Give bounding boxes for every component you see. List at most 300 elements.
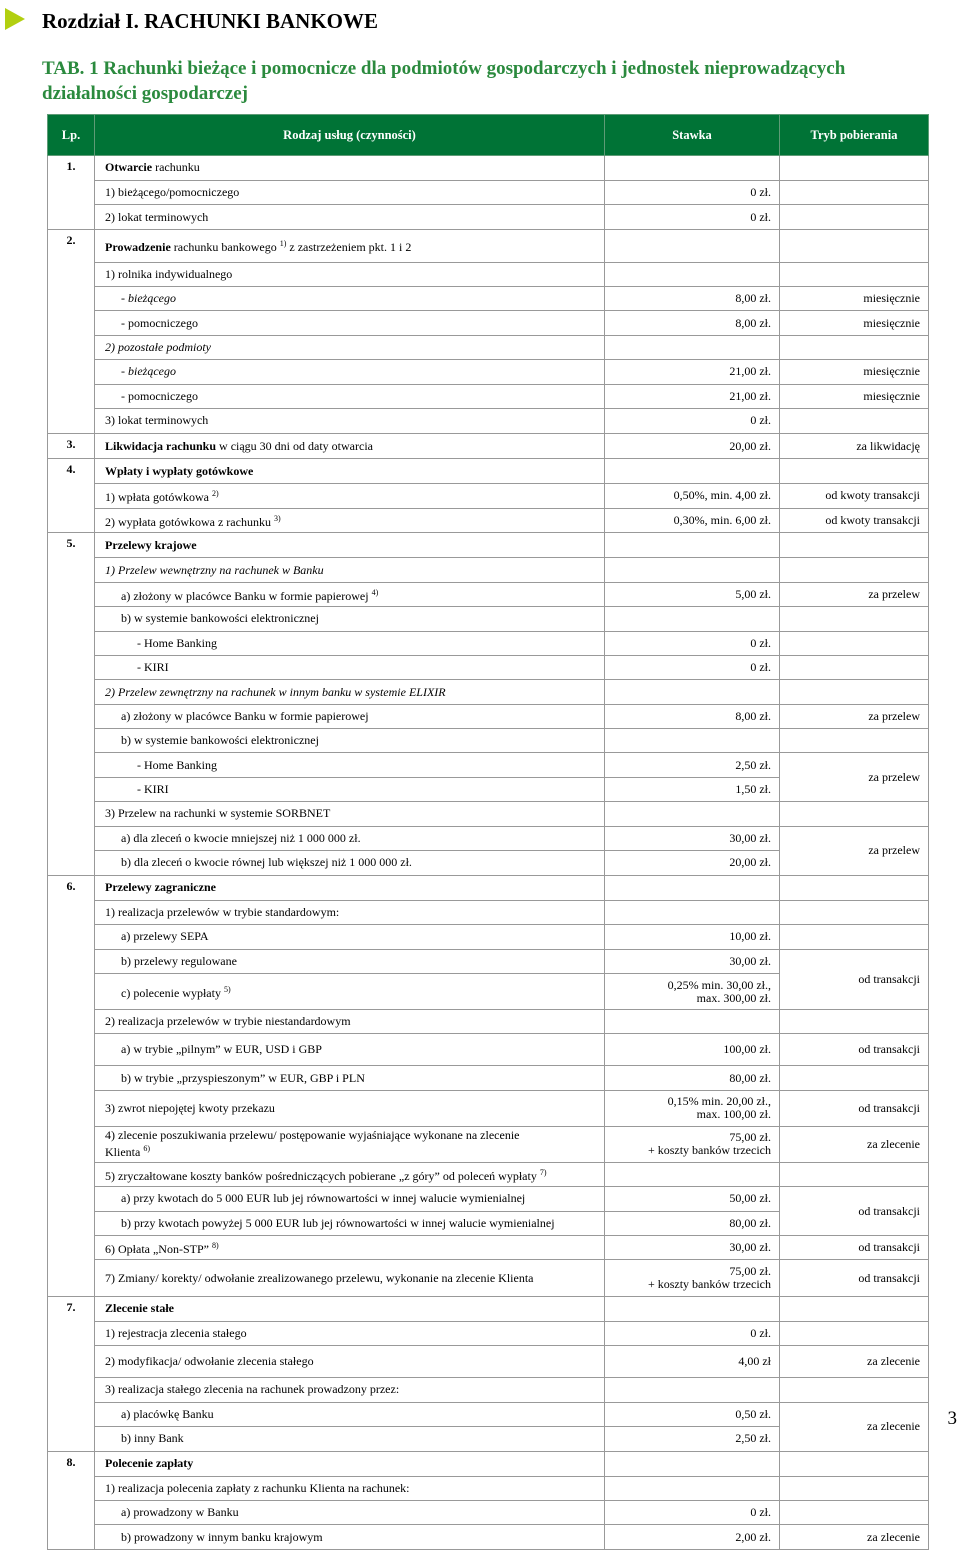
row-number	[48, 729, 95, 753]
rate-cell	[605, 851, 780, 876]
service-text: - bieżącego	[121, 291, 176, 306]
service-heading: Przelewy zagraniczne	[105, 880, 216, 895]
service-text: - Home Banking	[137, 757, 217, 772]
service-description	[95, 1235, 605, 1259]
footnote-ref: 7)	[539, 1167, 547, 1177]
row-number	[48, 558, 95, 582]
billing-mode: za zlecenie	[780, 1402, 929, 1451]
footnote-ref: 6)	[143, 1144, 150, 1154]
rate-value: 4,00 zł	[738, 1354, 771, 1369]
service-text: b) w systemie bankowości elektronicznej	[121, 611, 319, 626]
rate-value: 80,00 zł.	[729, 1070, 771, 1085]
rate-value: 0,25% min. 30,00 zł.,	[667, 977, 771, 992]
service-text: 1) Przelew wewnętrzny na rachunek w Banku	[105, 562, 324, 577]
service-text: 3) Przelew na rachunki w systemie SORBNET	[105, 806, 331, 821]
service-text: b) inny Bank	[121, 1431, 184, 1446]
billing-mode	[780, 205, 929, 230]
service-description	[95, 384, 605, 408]
page-number: 3	[947, 1408, 957, 1429]
row-number: 5.	[48, 533, 95, 558]
rate-cell	[605, 826, 780, 850]
rate-value: 21,00 zł.	[729, 388, 771, 403]
service-heading: Wpłaty i wypłaty gotówkowe	[105, 463, 254, 478]
service-text: 2) pozostałe podmioty	[105, 340, 211, 355]
rate-value: 0 zł.	[750, 209, 771, 224]
rate-cell	[605, 1402, 780, 1426]
service-description	[95, 949, 605, 973]
billing-mode: od transakcji	[780, 1235, 929, 1259]
rate-cell	[605, 335, 780, 359]
service-text: b) dla zleceń o kwocie równej lub większej niż 1 000 000 zł.	[121, 855, 412, 870]
service-description	[95, 729, 605, 753]
table-row	[48, 1321, 929, 1345]
table-row	[48, 1260, 929, 1297]
row-number	[48, 1126, 95, 1162]
service-text: 3) realizacja stałego zlecenia na rachunek prowadzony przez:	[105, 1382, 400, 1397]
rate-value: 20,00 zł.	[729, 855, 771, 870]
rate-value: 100,00 zł.	[723, 1042, 771, 1057]
row-number	[48, 205, 95, 230]
service-text: 2) lokat terminowych	[105, 209, 209, 224]
row-number	[48, 753, 95, 777]
service-description	[95, 1187, 605, 1211]
row-number	[48, 1162, 95, 1186]
table-row	[48, 1010, 929, 1034]
billing-mode	[780, 1476, 929, 1500]
rate-value: 2,50 zł.	[735, 757, 771, 772]
table-caption: TAB. 1 Rachunki bieżące i pomocnicze dla podmiotów gospodarczych i jednostek nieprowadzących działalności gospodarczej	[42, 58, 846, 104]
table-row	[48, 205, 929, 230]
row-number	[48, 409, 95, 434]
rate-cell	[605, 1211, 780, 1235]
service-description	[95, 925, 605, 949]
rate-value-line2: max. 100,00 zł.	[696, 1107, 771, 1122]
service-text: - KIRI	[137, 660, 169, 675]
table-row	[48, 1402, 929, 1426]
billing-mode: za zlecenie	[780, 1126, 929, 1162]
service-text: a) prowadzony w Banku	[121, 1505, 239, 1520]
table-row	[48, 1090, 929, 1126]
service-text: 7) Zmiany/ korekty/ odwołanie zrealizowanego przelewu, wykonanie na zlecenie Klienta	[105, 1270, 534, 1285]
footnote-ref: 1)	[279, 239, 287, 249]
row-number	[48, 631, 95, 655]
row-number	[48, 974, 95, 1010]
row-number	[48, 287, 95, 311]
table-row	[48, 729, 929, 753]
chapter-title: Rozdział I. RACHUNKI BANKOWE	[42, 9, 379, 33]
row-number	[48, 607, 95, 631]
row-number: 8.	[48, 1451, 95, 1476]
service-text: rachunku	[152, 160, 200, 175]
billing-mode: za przelew	[780, 704, 929, 728]
service-text: - Home Banking	[137, 635, 217, 650]
billing-mode	[780, 1066, 929, 1090]
service-description	[95, 704, 605, 728]
rate-cell	[605, 1296, 780, 1321]
row-number	[48, 777, 95, 801]
row-number	[48, 802, 95, 826]
rate-value: 20,00 zł.	[729, 438, 771, 453]
billing-mode	[780, 1451, 929, 1476]
table-row	[48, 1476, 929, 1500]
service-description	[95, 1211, 605, 1235]
rate-cell	[605, 262, 780, 286]
service-text: c) polecenie wypłaty	[121, 986, 224, 1000]
service-text: 1) realizacja polecenia zapłaty z rachunku Klienta na rachunek:	[105, 1480, 410, 1495]
row-number	[48, 384, 95, 408]
service-text: b) przelewy regulowane	[121, 953, 237, 968]
service-heading: Prowadzenie	[105, 240, 171, 255]
table-row	[48, 655, 929, 679]
rate-cell	[605, 1525, 780, 1550]
billing-mode: od transakcji	[780, 1187, 929, 1236]
service-description	[95, 287, 605, 311]
service-description	[95, 655, 605, 679]
table-row	[48, 680, 929, 704]
row-number	[48, 1066, 95, 1090]
rate-cell	[605, 508, 780, 533]
service-text: 4) zlecenie poszukiwania przelewu/ postępowanie wyjaśniające wykonane na zlecenie	[105, 1128, 520, 1143]
service-description	[95, 360, 605, 384]
rate-value-line2: + koszty banków trzecich	[647, 1277, 771, 1292]
row-number	[48, 1321, 95, 1345]
rate-value: 5,00 zł.	[735, 586, 771, 601]
rate-value: 0,50%, min. 4,00 zł.	[673, 488, 771, 503]
service-description	[95, 1451, 605, 1476]
service-description	[95, 1346, 605, 1378]
service-heading: Likwidacja rachunku	[105, 438, 217, 453]
table-row	[48, 384, 929, 408]
service-description	[95, 1162, 605, 1186]
rate-cell	[605, 1066, 780, 1090]
rate-cell	[605, 631, 780, 655]
billing-mode	[780, 533, 929, 558]
service-text: b) w trybie „przyspieszonym” w EUR, GBP i PLN	[121, 1070, 365, 1085]
rate-cell	[605, 180, 780, 204]
row-number: 1.	[48, 156, 95, 181]
table-row	[48, 1126, 929, 1162]
row-number	[48, 311, 95, 335]
table-row	[48, 1162, 929, 1186]
rate-cell	[605, 205, 780, 230]
service-heading: Polecenie zapłaty	[105, 1456, 194, 1471]
billing-mode	[780, 180, 929, 204]
rate-cell	[605, 1235, 780, 1259]
rate-value: 80,00 zł.	[729, 1215, 771, 1230]
billing-mode	[780, 1378, 929, 1402]
rate-cell	[605, 900, 780, 924]
service-text: - pomocniczego	[121, 315, 198, 330]
service-description	[95, 508, 605, 533]
service-description	[95, 433, 605, 458]
service-text: 1) bieżącego/pomocniczego	[105, 185, 240, 200]
billing-mode	[780, 409, 929, 434]
service-description	[95, 1402, 605, 1426]
service-description	[95, 230, 605, 263]
row-number	[48, 1010, 95, 1034]
table-row	[48, 409, 929, 434]
row-number	[48, 1476, 95, 1500]
service-text: 2) realizacja przelewów w trybie niestandardowym	[105, 1014, 351, 1029]
row-number	[48, 335, 95, 359]
table-row	[48, 433, 929, 458]
header-mode: Tryb pobierania	[780, 115, 929, 156]
row-number	[48, 851, 95, 876]
rate-cell	[605, 1501, 780, 1525]
rate-cell	[605, 974, 780, 1010]
footnote-ref: 8)	[211, 1241, 219, 1251]
billing-mode	[780, 262, 929, 286]
service-text: 2) wypłata gotówkowa z rachunku	[105, 515, 274, 530]
row-number	[48, 1426, 95, 1451]
rate-value: 75,00 zł.	[729, 1130, 771, 1145]
billing-mode	[780, 1162, 929, 1186]
row-number	[48, 582, 95, 606]
row-number	[48, 949, 95, 973]
rate-cell	[605, 582, 780, 606]
table-row	[48, 1187, 929, 1211]
rate-cell	[605, 1346, 780, 1378]
rate-cell	[605, 484, 780, 508]
billing-mode: miesięcznie	[780, 287, 929, 311]
billing-mode	[780, 335, 929, 359]
fee-table	[47, 114, 929, 1550]
service-description	[95, 1066, 605, 1090]
row-number: 4.	[48, 459, 95, 484]
rate-cell	[605, 409, 780, 434]
rate-cell	[605, 607, 780, 631]
service-text: 1) realizacja przelewów w trybie standardowym:	[105, 905, 340, 920]
row-number	[48, 1525, 95, 1550]
rate-cell	[605, 1010, 780, 1034]
service-text: w ciągu 30 dni od daty otwarcia	[216, 438, 373, 453]
table-row	[48, 1451, 929, 1476]
service-text: - KIRI	[137, 782, 169, 797]
table-row	[48, 360, 929, 384]
service-description	[95, 851, 605, 876]
rate-value: 8,00 zł.	[735, 315, 771, 330]
service-text-tail: z zastrzeżeniem pkt. 1 i 2	[286, 240, 412, 255]
table-row	[48, 925, 929, 949]
service-text: rachunku bankowego	[170, 240, 280, 255]
table-row	[48, 704, 929, 728]
table-row	[48, 1235, 929, 1259]
rate-value: 0,50 zł.	[735, 1406, 771, 1421]
table-row	[48, 1501, 929, 1525]
rate-cell	[605, 1451, 780, 1476]
billing-mode	[780, 1296, 929, 1321]
table-row	[48, 949, 929, 973]
service-text: 2) Przelew zewnętrzny na rachunek w innym banku w systemie ELIXIR	[105, 684, 446, 699]
service-description	[95, 631, 605, 655]
service-description	[95, 1378, 605, 1402]
rate-value: 10,00 zł.	[729, 929, 771, 944]
rate-cell	[605, 875, 780, 900]
table-row	[48, 1034, 929, 1066]
service-description	[95, 409, 605, 434]
billing-mode	[780, 680, 929, 704]
rate-cell	[605, 680, 780, 704]
table-row	[48, 335, 929, 359]
rate-cell	[605, 802, 780, 826]
rate-cell	[605, 230, 780, 263]
table-row	[48, 631, 929, 655]
billing-mode: za likwidację	[780, 433, 929, 458]
rate-cell	[605, 558, 780, 582]
billing-mode: miesięcznie	[780, 360, 929, 384]
service-text: a) w trybie „pilnym” w EUR, USD i GBP	[121, 1042, 322, 1057]
row-number: 2.	[48, 230, 95, 263]
rate-cell	[605, 949, 780, 973]
table-row	[48, 262, 929, 286]
billing-mode: od transakcji	[780, 949, 929, 1009]
service-text: 1) wpłata gotówkowa	[105, 490, 212, 505]
service-description	[95, 1501, 605, 1525]
billing-mode	[780, 655, 929, 679]
table-row	[48, 230, 929, 263]
service-description	[95, 335, 605, 359]
service-text: a) dla zleceń o kwocie mniejszej niż 1 000 000 zł.	[121, 830, 361, 845]
row-number	[48, 1260, 95, 1297]
rate-cell	[605, 1034, 780, 1066]
service-text: a) złożony w placówce Banku w formie papierowej	[121, 588, 372, 603]
service-description	[95, 1260, 605, 1297]
rate-cell	[605, 1476, 780, 1500]
service-text: a) złożony w placówce Banku w formie papierowej	[121, 708, 369, 723]
row-number	[48, 1235, 95, 1259]
service-description	[95, 1126, 605, 1162]
service-description	[95, 484, 605, 508]
service-description	[95, 533, 605, 558]
service-description	[95, 262, 605, 286]
table-row	[48, 1525, 929, 1550]
row-number	[48, 1090, 95, 1126]
service-text: a) przy kwotach do 5 000 EUR lub jej równowartości w innej walucie wymienialnej	[121, 1191, 526, 1206]
row-number	[48, 1187, 95, 1211]
billing-mode	[780, 729, 929, 753]
service-description	[95, 1010, 605, 1034]
service-text: 5) zryczałtowane koszty banków pośredniczących pobierane „z góry” od poleceń wypłaty	[105, 1168, 540, 1183]
table-row	[48, 459, 929, 484]
rate-cell	[605, 1090, 780, 1126]
billing-mode: od transakcji	[780, 1260, 929, 1297]
service-description	[95, 156, 605, 181]
table-row	[48, 802, 929, 826]
service-text: - pomocniczego	[121, 388, 198, 403]
rate-value: 0 zł.	[750, 1325, 771, 1340]
row-number	[48, 1402, 95, 1426]
billing-mode	[780, 631, 929, 655]
table-row	[48, 156, 929, 181]
header-service: Rodzaj usług (czynności)	[95, 115, 605, 156]
service-text: a) placówkę Banku	[121, 1406, 214, 1421]
rate-value: 8,00 zł.	[735, 291, 771, 306]
billing-mode: od transakcji	[780, 1034, 929, 1066]
service-description	[95, 802, 605, 826]
table-row	[48, 900, 929, 924]
rate-cell	[605, 1187, 780, 1211]
service-text: a) przelewy SEPA	[121, 929, 209, 944]
row-number	[48, 1211, 95, 1235]
table-row	[48, 826, 929, 850]
rate-cell	[605, 1162, 780, 1186]
rate-cell	[605, 1126, 780, 1162]
billing-mode	[780, 459, 929, 484]
rate-cell	[605, 433, 780, 458]
service-description	[95, 1296, 605, 1321]
rate-value-line2: max. 300,00 zł.	[696, 990, 771, 1005]
table-row	[48, 180, 929, 204]
billing-mode	[780, 1321, 929, 1345]
service-description	[95, 582, 605, 606]
rate-value: 50,00 zł.	[729, 1191, 771, 1206]
service-heading: Otwarcie	[105, 160, 153, 175]
service-text: 3) zwrot niepojętej kwoty przekazu	[105, 1100, 275, 1115]
rate-value: 0 zł.	[750, 660, 771, 675]
rate-value: 21,00 zł.	[729, 364, 771, 379]
rate-value: 30,00 zł.	[729, 953, 771, 968]
table-row	[48, 1066, 929, 1090]
rate-cell	[605, 704, 780, 728]
table-row	[48, 484, 929, 508]
rate-cell	[605, 311, 780, 335]
table-row	[48, 753, 929, 777]
table-row	[48, 1296, 929, 1321]
service-description	[95, 1034, 605, 1066]
service-description	[95, 180, 605, 204]
service-text: 1) rejestracja zlecenia stałego	[105, 1325, 247, 1340]
rate-value: 0 zł.	[750, 635, 771, 650]
rate-cell	[605, 1378, 780, 1402]
row-number: 6.	[48, 875, 95, 900]
row-number	[48, 180, 95, 204]
billing-mode: za przelew	[780, 826, 929, 875]
rate-value: 0,15% min. 20,00 zł.,	[667, 1094, 771, 1109]
rate-cell	[605, 1260, 780, 1297]
rate-value: 1,50 zł.	[735, 782, 771, 797]
rate-value: 0 zł.	[750, 185, 771, 200]
rate-value: 75,00 zł.	[729, 1264, 771, 1279]
footnote-ref: 3)	[273, 514, 281, 524]
footnote-ref: 5)	[223, 985, 231, 994]
rate-cell	[605, 384, 780, 408]
table-row	[48, 607, 929, 631]
service-description	[95, 459, 605, 484]
service-description	[95, 607, 605, 631]
rate-value: 2,00 zł.	[735, 1529, 771, 1544]
billing-mode	[780, 1501, 929, 1525]
service-text: 3) lokat terminowych	[105, 413, 209, 428]
service-text: 1) rolnika indywidualnego	[105, 266, 233, 281]
service-description	[95, 777, 605, 801]
billing-mode	[780, 607, 929, 631]
table-row	[48, 1346, 929, 1378]
service-heading: Zlecenie stałe	[105, 1301, 174, 1316]
row-number	[48, 1346, 95, 1378]
billing-mode	[780, 900, 929, 924]
table-row	[48, 558, 929, 582]
service-heading: Przelewy krajowe	[105, 537, 197, 552]
billing-mode	[780, 1010, 929, 1034]
rate-value: 2,50 zł.	[735, 1431, 771, 1446]
footnote-ref: 2)	[211, 489, 219, 499]
service-text: 6) Opłata „Non-STP”	[105, 1242, 212, 1257]
billing-mode	[780, 230, 929, 263]
table-row	[48, 287, 929, 311]
rate-cell	[605, 1426, 780, 1451]
rate-value: 0 zł.	[750, 413, 771, 428]
table-row	[48, 582, 929, 606]
